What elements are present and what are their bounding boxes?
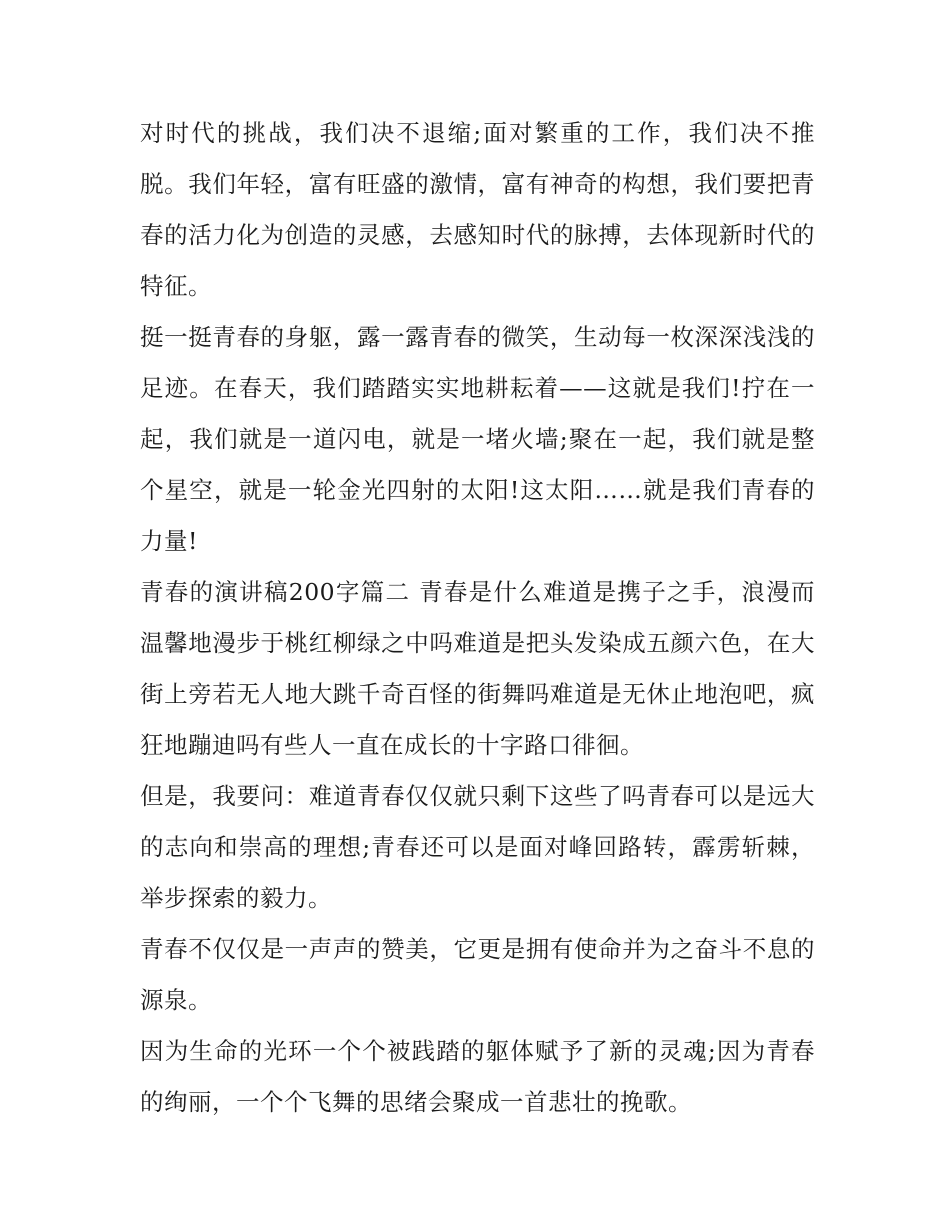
- document-body: [140, 108, 815, 1128]
- paragraph-1: 对时代的挑战，我们决不退缩;面对繁重的工作，我们决不推脱。我们年轻，富有旺盛的激情，富有神奇的构想，我们要把青春的活力化为创造的灵感，去感知时代的脉搏，去体现新时代的特征。: [140, 119, 815, 300]
- paragraph-6: 因为生命的光环一个个被践踏的躯体赋予了新的灵魂;因为青春的绚丽，一个个飞舞的思绪会聚成一首悲壮的挽歌。: [140, 1037, 815, 1116]
- paragraph-4: 但是，我要问：难道青春仅仅就只剩下这些了吗青春可以是远大的志向和崇高的理想;青春还可以是面对峰回路转，霹雳斩棘，举步探索的毅力。: [140, 782, 815, 912]
- paragraph-2: 挺一挺青春的身躯，露一露青春的微笑，生动每一枚深深浅浅的足迹。在春天，我们踏踏实实地耕耘着——这就是我们!拧在一起，我们就是一道闪电，就是一堵火墙;聚在一起，我们就是整个星空，就是一轮金光四射的太阳!这太阳……就是我们青春的力量!: [140, 323, 815, 555]
- paragraph-3: 青春的演讲稿200字篇二 青春是什么难道是携子之手，浪漫而温馨地漫步于桃红柳绿之中吗难道是把头发染成五颜六色，在大街上旁若无人地大跳千奇百怪的街舞吗难道是无休止地泡吧，疯狂地蹦迪吗有些人一直在成长的十字路口徘徊。: [140, 578, 815, 759]
- paragraph-5: 青春不仅仅是一声声的赞美，它更是拥有使命并为之奋斗不息的源泉。: [140, 935, 815, 1014]
